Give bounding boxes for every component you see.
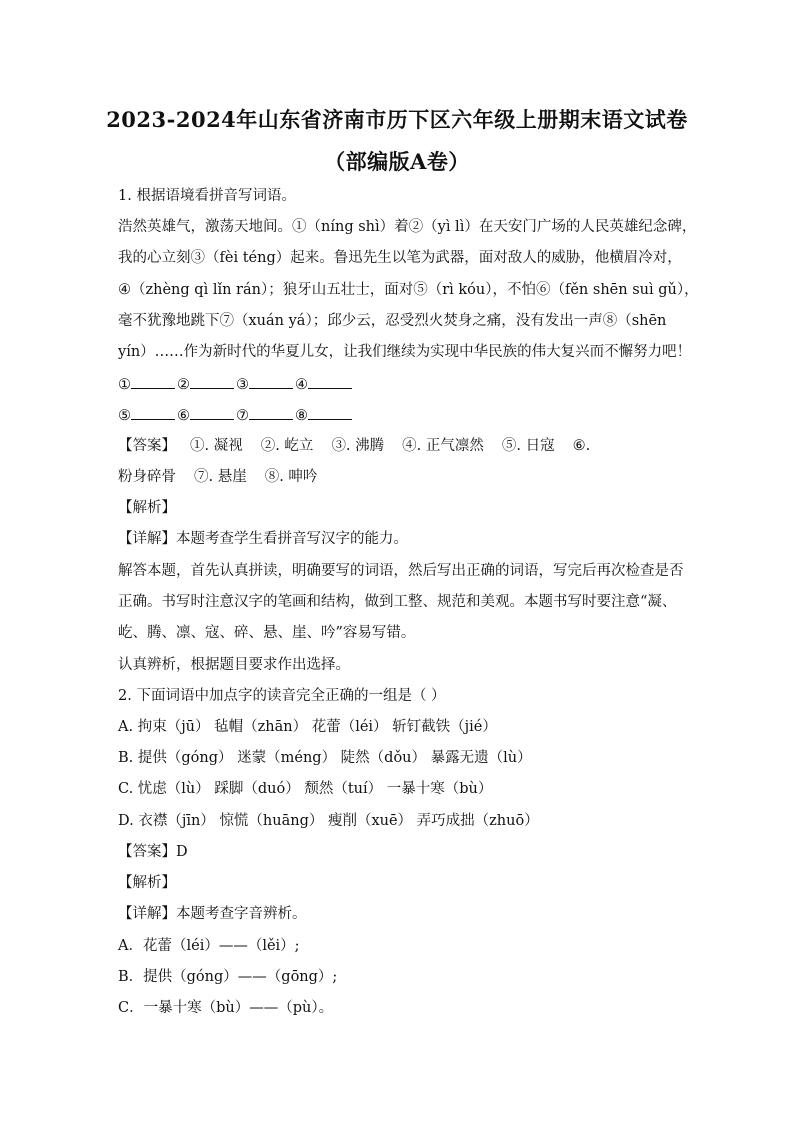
answer-line: [118, 436, 698, 456]
question-1-passage-line: 毫不犹豫地跳下⑦（xuán yá）；邱少云，忍受烈火焚身之痛，没有发出一声⑧（shēn: [118, 313, 667, 329]
answer-item: ③. 沸腾: [331, 438, 385, 454]
answer-item: ⑤. 日寇: [501, 438, 555, 454]
answer-item: ⑥.: [572, 438, 591, 454]
answer-blank[interactable]: [131, 405, 175, 420]
correction-line: B．提供（góng）——（gōng）;: [118, 969, 338, 985]
blank-label: ⑤: [118, 408, 131, 424]
question-1-passage-line: yín）……作为新时代的华夏儿女，让我们继续为实现中华民族的伟大复兴而不懈努力吧！: [118, 344, 692, 360]
explanation-line: 屹、腾、凛、寇、碎、悬、崖、吟”容易写错。: [118, 625, 416, 641]
answer-line: 【答案】D: [118, 844, 188, 860]
answer-item: ⑦. 悬崖: [194, 469, 247, 485]
blank-label: ⑦: [236, 408, 249, 424]
option-a: A. 拘束（jū） 毡帽（zhān） 花蕾（léi） 斩钉截铁（jié）: [118, 719, 497, 735]
answer-line: [118, 467, 698, 487]
detail-line: 【详解】本题考查学生看拼音写汉字的能力。: [118, 531, 408, 547]
answer-blank[interactable]: [249, 374, 293, 389]
analysis-label: 【解析】: [118, 875, 176, 891]
blank-label: ②: [177, 377, 190, 393]
question-1-passage-line: 浩然英雄气，激荡天地间。①（níng shì）着②（yì lì）在天安门广场的人民英雄纪念碑，: [118, 219, 697, 235]
page-title: 2023-2024年山东省济南市历下区六年级上册期末语文试卷: [106, 107, 688, 132]
blank-label: ⑥: [177, 408, 190, 424]
blank-label: ①: [118, 377, 131, 393]
option-c: C. 忧虑（lù） 踩脚（duó） 颓然（tuí） 一暴十寒（bù）: [118, 781, 493, 797]
option-b: B. 提供（góng） 迷蒙（méng） 陡然（dǒu） 暴露无遗（lù）: [118, 750, 532, 766]
correction-line: A．花蕾（léi）——（lěi）;: [118, 938, 300, 954]
answer-blank[interactable]: [131, 374, 175, 389]
answer-blank[interactable]: [190, 405, 234, 420]
blank-label: ③: [236, 377, 249, 393]
page-subtitle: （部编版A卷）: [324, 149, 470, 174]
explanation-line: 解答本题，首先认真拼读，明确要写的词语，然后写出正确的词语，写完后再次检查是否: [118, 563, 684, 579]
answer-blank[interactable]: [190, 374, 234, 389]
option-d: D. 衣襟（jīn） 惊慌（huāng） 瘦削（xuē） 弄巧成拙（zhuō）: [118, 813, 539, 829]
question-1-passage-line: ④（zhèng qì lǐn rán）；狼牙山五壮士，面对⑤（rì kóu），不怕⑥（fěn shēn suì gǔ），: [118, 282, 699, 298]
answer-item: 粉身碎骨: [118, 469, 176, 485]
analysis-label: 【解析】: [118, 500, 176, 516]
answer-item: ②. 屹立: [260, 438, 314, 454]
explanation-line: 认真辨析，根据题目要求作出选择。: [118, 657, 350, 673]
answer-item: ④. 正气凛然: [402, 438, 484, 454]
blank-label: ④: [295, 377, 308, 393]
blank-label: ⑧: [295, 408, 308, 424]
answer-label: 【答案】: [118, 438, 176, 454]
answer-blank[interactable]: [308, 405, 352, 420]
correction-line: C．一暴十寒（bù）——（pù）。: [118, 1000, 334, 1016]
explanation-line: 正确。书写时注意汉字的笔画和结构，做到工整、规范和美观。本题书写时要注意“凝、: [118, 594, 677, 610]
answer-item: ①. 凝视: [190, 438, 243, 454]
answer-blank[interactable]: [249, 405, 293, 420]
answer-blanks-row-2: [118, 405, 698, 426]
answer-blanks-row-1: [118, 374, 698, 395]
detail-line: 【详解】本题考查字音辨析。: [118, 906, 307, 922]
question-2-heading: 2. 下面词语中加点字的读音完全正确的一组是（ ）: [118, 688, 446, 704]
question-1-passage-line: 我的心立刻③（fèi téng）起来。鲁迅先生以笔为武器，面对敌人的威胁，他横眉冷对，: [118, 250, 682, 266]
answer-item: ⑧. 呻吟: [264, 469, 318, 485]
question-1-heading: 1. 根据语境看拼音写词语。: [118, 188, 296, 204]
answer-blank[interactable]: [308, 374, 352, 389]
